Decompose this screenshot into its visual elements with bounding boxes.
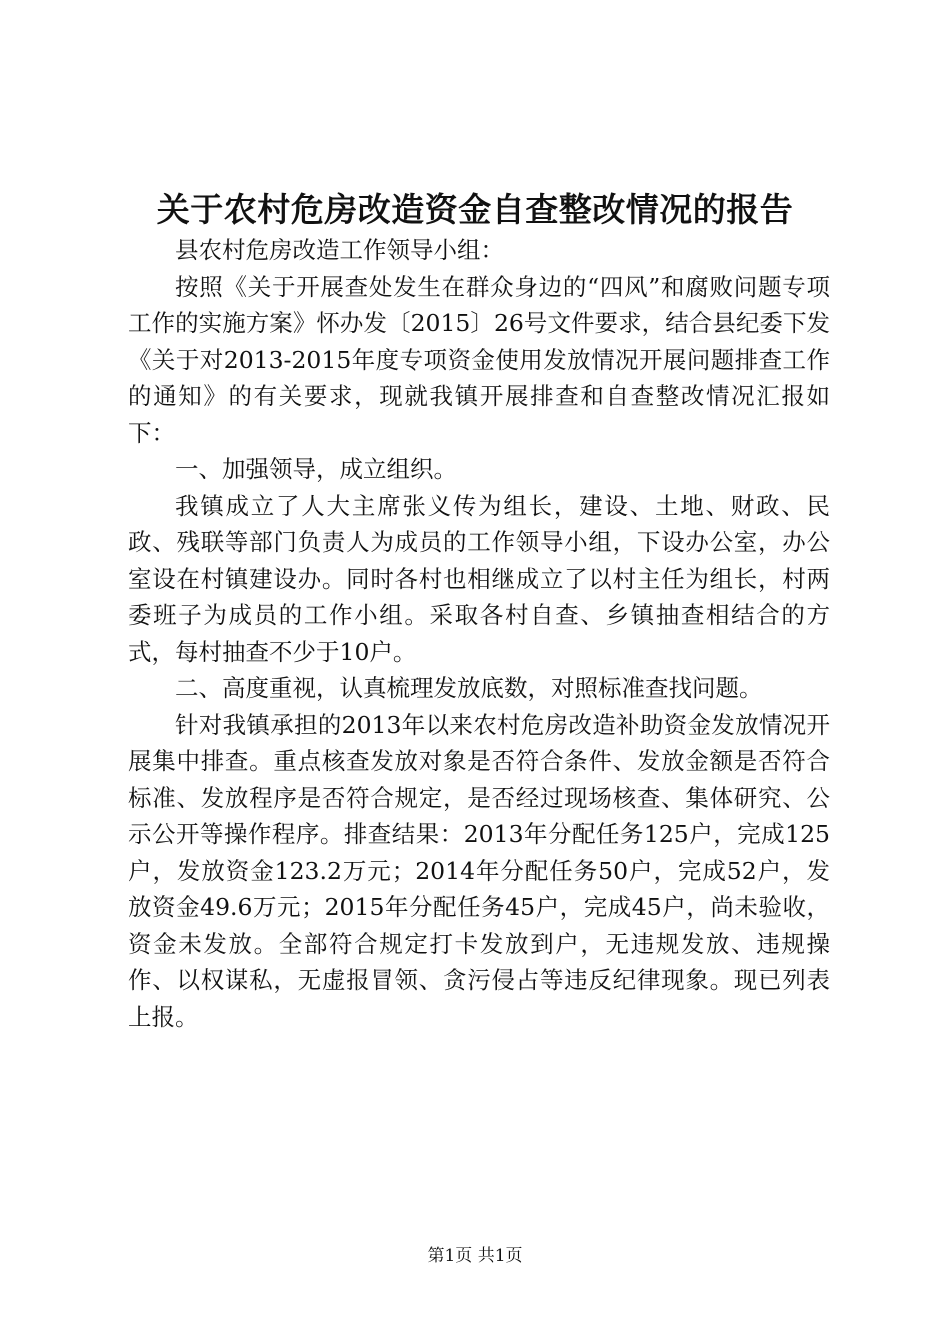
section-heading-1: 一、加强领导，成立组织。 [175,455,457,483]
page-footer: 第1页 共1页 [427,1246,523,1266]
section-heading-2: 二、高度重视，认真梳理发放底数，对照标准查找问题。 [175,674,763,702]
salutation-paragraph: 县农村危房改造工作领导小组： [175,236,504,264]
section-2-paragraph: 针对我镇承担的2013年以来农村危房改造补助资金发放情况开展集中排查。重点核查发放对象是否符合条件、发放金额是否符合标准、发放程序是否符合规定，是否经过现场核查、集体研究、公示公开等操作程序。排查结果：2013年分配任务125户，完成125户，发放资金123.2万元；2014年分配任务50户，完成52户，发放资金49.6万元；2015年分配任务45户，完成45户，尚未验收，资金未发放。全部符合规定打卡发放到户，无违规发放、违规操作、以权谋私，无虚报冒领、贪污侵占等违反纪律现象。现已列表上报。 [128,710,830,1031]
intro-paragraph: 按照《关于开展查处发生在群众身边的“四风”和腐败问题专项工作的实施方案》怀办发〔2015〕26号文件要求，结合县纪委下发《关于对2013-2015年度专项资金使用发放情况开展问题排查工作的通知》的有关要求，现就我镇开展排查和自查整改情况汇报如下： [128,272,830,447]
section-1-paragraph: 我镇成立了人大主席张义传为组长，建设、土地、财政、民政、残联等部门负责人为成员的工作领导小组，下设办公室，办公室设在村镇建设办。同时各村也相继成立了以村主任为组长，村两委班子为成员的工作小组。采取各村自查、乡镇抽查相结合的方式，每村抽查不少于10户。 [128,491,830,666]
document-body [128,232,830,1035]
document-title: 关于农村危房改造资金自查整改情况的报告 [156,190,794,229]
